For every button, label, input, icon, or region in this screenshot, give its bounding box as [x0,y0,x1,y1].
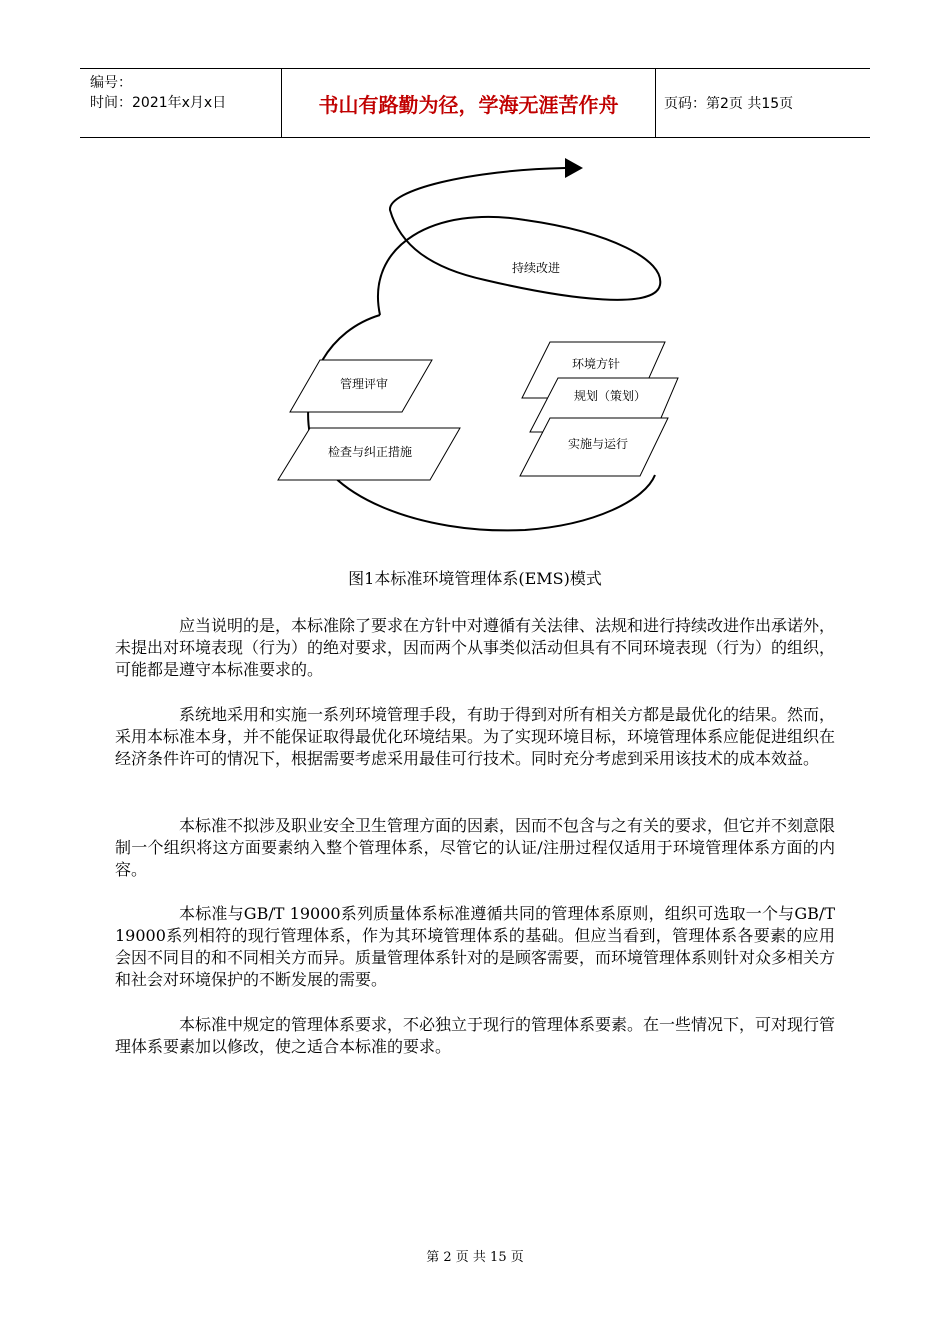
header-page-info: 页码：第2页 共15页 [664,96,794,112]
paragraph-1: 应当说明的是，本标准除了要求在方针中对遵循有关法律、法规和进行持续改进作出承诺外，未提出对环境表现（行为）的绝对要求，因而两个从事类似活动但具有不同环境表现（行为）的组织，可能都是遵守本标准要求的。 [115,616,836,679]
header-meta [80,69,282,137]
continuous-improvement-label: 持续改进 [511,261,561,275]
management-review-label: 管理评审 [339,377,389,391]
document-date: 时间：2021年x月x日 [90,95,227,111]
page-footer: 第 2 页 共 15 页 [426,1250,524,1265]
ems-model-diagram [260,150,680,560]
document-number: 编号： [90,75,132,91]
paragraph-2: 系统地采用和实施一系列环境管理手段，有助于得到对所有相关方都是最优化的结果。然而，采用本标准本身，并不能保证取得最优化环境结果。为了实现环境目标，环境管理体系应能促进组织在经济条件许可的情况下，根据需要考虑采用最佳可行技术。同时充分考虑到采用该技术的成本效益。 [115,705,836,768]
paragraph-5: 本标准中规定的管理体系要求，不必独立于现行的管理体系要素。在一些情况下，可对现行管理体系要素加以修改，使之适合本标准的要求。 [115,1015,836,1056]
paragraph-3: 本标准不拟涉及职业安全卫生管理方面的因素，因而不包含与之有关的要求，但它并不刻意限制一个组织将这方面要素纳入整个管理体系，尽管它的认证/注册过程仅适用于环境管理体系方面的内容。 [115,816,836,879]
header-motto: 书山有路勤为径，学海无涯苦作舟 [282,69,656,137]
implementation-label: 实施与运行 [567,437,629,451]
ems-diagram-svg [260,150,680,560]
planning-label: 规划（策划） [573,389,647,403]
check-corrective-label: 检查与纠正措施 [327,445,413,459]
paragraph-4: 本标准与GB/T 19000系列质量体系标准遵循共同的管理体系原则，组织可选取一个与GB/T 19000系列相符的现行管理体系，作为其环境管理体系的基础。但应当看到，管理体系各要素的应用会因不同目的和不同相关方而异。质量管理体系针对的是顾客需要，而环境管理体系则针对众多相关方和社会对环境保护的不断发展的需要。 [115,904,836,989]
spiral-curve [378,168,660,315]
env-policy-label: 环境方针 [571,357,621,371]
figure-caption: 图1本标准环境管理体系(EMS)模式 [348,569,602,588]
spiral-arrow-head [565,158,583,178]
page-header [80,68,870,138]
